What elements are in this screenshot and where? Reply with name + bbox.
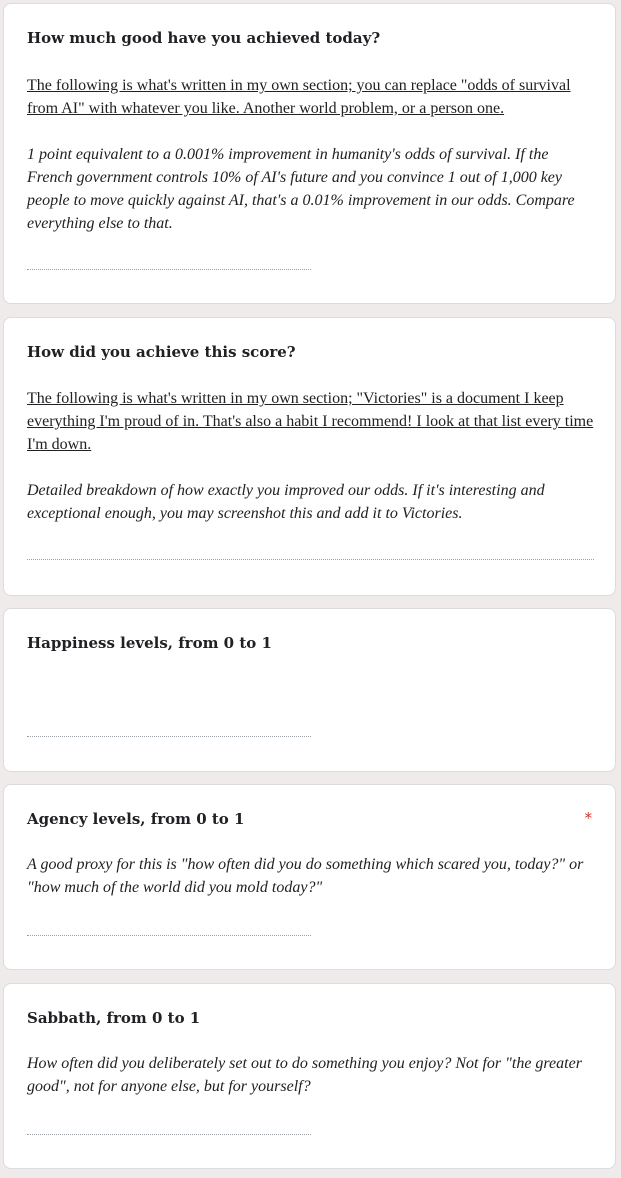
question-description: 1 point equivalent to a 0.001% improvement in humanity's odds of survival. If the French government controls 10% of AI's future and you convince 1 out of 1,000 key people to move quickly against AI, that's a 0.01% improvement in our odds. Compare everything else to that.	[27, 146, 575, 232]
question-description: How often did you deliberately set out to do something you enjoy? Not for "the greater good", not for anyone else, but for yourself?	[27, 1055, 582, 1095]
sabbath-input[interactable]	[27, 1112, 311, 1135]
question-card-agency	[3, 784, 616, 970]
question-title: How much good have you achieved today?	[27, 29, 381, 47]
question-note: The following is what's written in my own section; "Victories" is a document I keep everything I'm proud of in. That's also a habit I recommend! I look at that list every time I'm down.	[27, 390, 594, 453]
agency-input[interactable]	[27, 913, 311, 936]
question-note: The following is what's written in my own section; you can replace "odds of survival from AI" with whatever you like. Another world problem, or a person one.	[27, 77, 571, 117]
required-asterisk: *	[584, 809, 592, 827]
question-description: A good proxy for this is "how often did you do something which scared you, today?" or "how much of the world did you mold today?"	[27, 856, 584, 896]
good-achieved-input[interactable]	[27, 247, 311, 270]
question-card-how-achieved	[3, 317, 616, 596]
question-title: Happiness levels, from 0 to 1	[27, 634, 272, 652]
question-title: Sabbath, from 0 to 1	[27, 1009, 201, 1027]
how-achieved-input[interactable]	[27, 537, 594, 560]
question-description: Detailed breakdown of how exactly you improved our odds. If it's interesting and exceptional enough, you may screenshot this and add it to Victories.	[27, 482, 545, 522]
question-title: Agency levels, from 0 to 1	[27, 810, 245, 828]
question-card-sabbath	[3, 983, 616, 1169]
question-card-good-achieved	[3, 3, 616, 304]
question-title: How did you achieve this score?	[27, 343, 296, 361]
question-card-happiness	[3, 608, 616, 772]
happiness-input[interactable]	[27, 714, 311, 737]
